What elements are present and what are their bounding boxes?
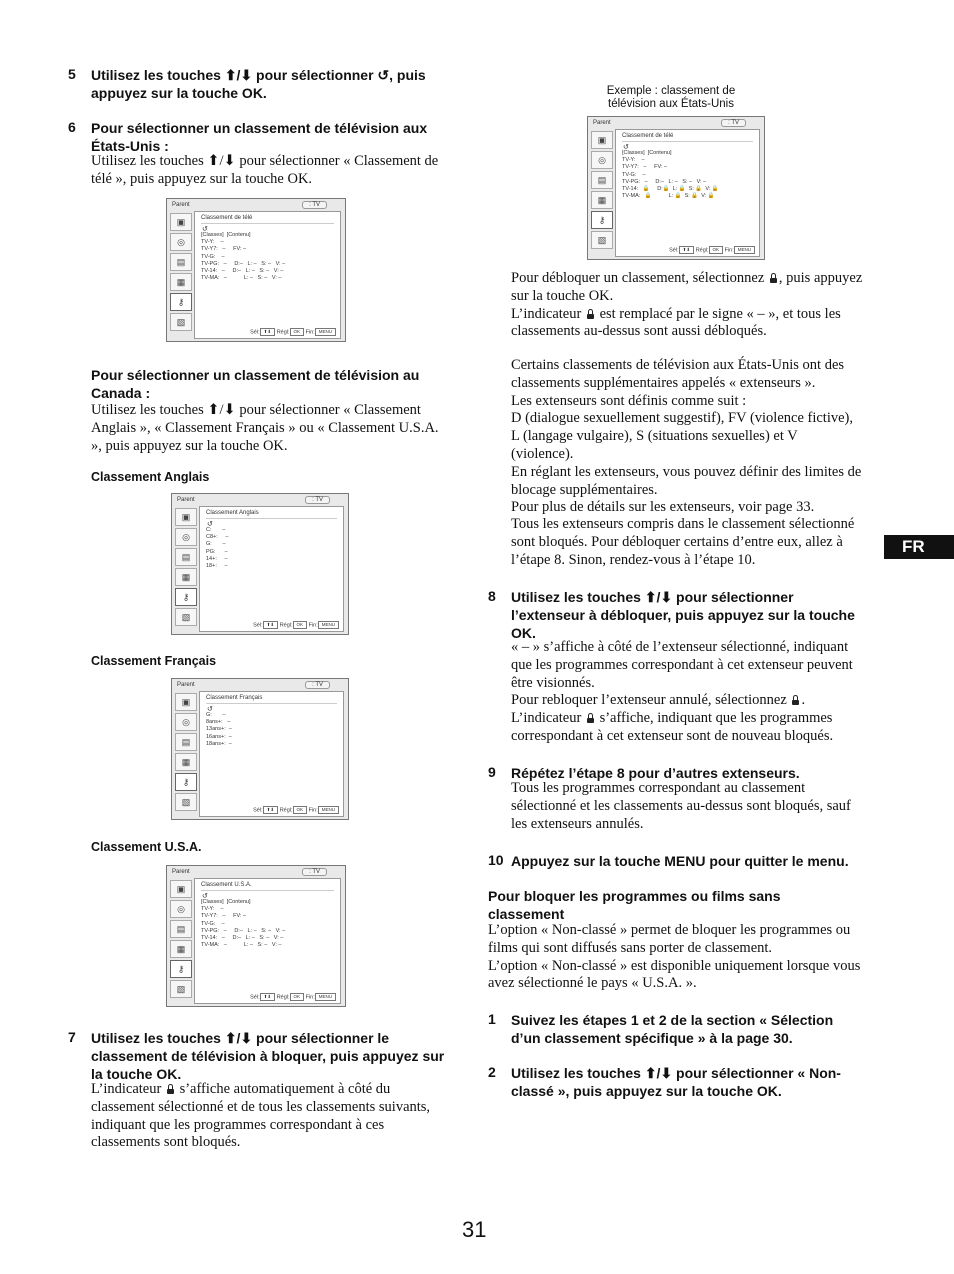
screen-classement-tele bbox=[166, 198, 346, 342]
rating-row: PG: – bbox=[206, 548, 228, 555]
canada-title: Pour sélectionner un classement de télévision au Canada : bbox=[91, 367, 420, 401]
menu-sidebar bbox=[169, 878, 193, 1004]
step-9-title: Répétez l’étape 8 pour d’autres extenseurs. bbox=[511, 765, 800, 781]
rating-row: [Classes] [Contenu] bbox=[201, 899, 251, 905]
caption-francais: Classement Français bbox=[91, 654, 217, 668]
screen-header-right: : TV bbox=[302, 201, 327, 209]
rating-row: TV-PG: – D:– L: – S: – V: – bbox=[622, 178, 707, 185]
parent-icon: ⚷ bbox=[170, 960, 192, 978]
lock-icon bbox=[791, 695, 800, 705]
picture-icon: ▣ bbox=[175, 508, 197, 526]
substep-1-number: 1 bbox=[488, 1011, 496, 1027]
menu-sidebar bbox=[169, 211, 193, 339]
parent-icon: ⚷ bbox=[591, 211, 613, 229]
step-5-title: Utilisez les touches ⬆/⬇ pour sélectionner ↺, puis appuyez sur la touche OK. bbox=[91, 67, 426, 101]
substep-2-title: Utilisez les touches ⬆/⬇ pour sélectionner « Non-classé », puis appuyez sur la touche OK. bbox=[511, 1065, 841, 1099]
rating-row: TV-14: – D:– L: – S: – V: – bbox=[201, 268, 284, 275]
page-number: 31 bbox=[462, 1217, 487, 1242]
substep-2-number: 2 bbox=[488, 1064, 496, 1080]
step-8-body: « – » s’affiche à côté de l’extenseur sélectionné, indiquant que les programmes correspondant à cet extenseur peuvent être visionnés. Pour rebloquer l’extenseur annulé, sélectionnez . L’indicateur s’affiche, indiquant que les programmes correspondant à cet extenseur sont de nouveau bloqués. bbox=[511, 639, 853, 744]
panel-title: Classement de télé bbox=[201, 215, 253, 221]
rating-row: G: – bbox=[206, 712, 226, 718]
picture-icon: ▣ bbox=[170, 880, 192, 898]
picture-icon: ▣ bbox=[591, 131, 613, 149]
rating-row: 14+: – bbox=[206, 555, 228, 562]
setup-icon: ▧ bbox=[175, 608, 197, 626]
rating-row: TV-Y: – bbox=[201, 906, 224, 913]
rating-row: 16ans+: – bbox=[206, 733, 232, 740]
return-icon: ↺ bbox=[623, 144, 629, 151]
parent-icon: ⚷ bbox=[170, 293, 192, 311]
lock-icon bbox=[166, 1084, 175, 1094]
unlock-paragraph: Pour débloquer un classement, sélectionnez , puis appuyez sur la touche OK. L’indicateur est remplacé par le signe « – », et tous les classements au-dessus sont aussi débloqués. bbox=[511, 270, 863, 340]
picture-icon: ▣ bbox=[170, 213, 192, 231]
language-tab: FR bbox=[884, 535, 954, 559]
setup-icon: ▧ bbox=[170, 313, 192, 331]
screen-classement-usa: Parent : TV ▣ ◎ ▤ ▦ ⚷ ▧ Classement U.S.A. ↺ [Classes] [Contenu] TV-Y: – TV-Y7: – FV: – TV-G: – TV-PG: – D:– L: – S: – V: – TV-14: – D:– L: – S: – V: – TV-MA: – L: – S: – V: – Sél: ⬆⬇ Régl: OK Fin: MENU bbox=[166, 865, 346, 1007]
sound-icon: ◎ bbox=[591, 151, 613, 169]
step-8-number: 8 bbox=[488, 588, 496, 604]
step-7-title: Utilisez les touches ⬆/⬇ pour sélectionner le classement de télévision à bloquer, puis appuyez sur la touche OK. bbox=[91, 1030, 445, 1082]
rating-row: G: – bbox=[206, 541, 226, 548]
rating-row: C8+: – bbox=[206, 534, 229, 541]
example-caption: Exemple : classement de télévision aux États-Unis bbox=[606, 85, 736, 110]
rating-row: TV-G: – bbox=[201, 920, 225, 927]
channel-icon: ▦ bbox=[175, 568, 197, 586]
step-10-number: 10 bbox=[488, 852, 504, 868]
screen-icon: ▤ bbox=[170, 253, 192, 271]
return-icon: ↺ bbox=[202, 226, 208, 233]
rating-rows bbox=[201, 232, 285, 282]
step-6-title: Pour sélectionner un classement de télévision aux États-Unis : bbox=[91, 120, 428, 154]
step-7-body: L’indicateur s’affiche automatiquement à côté du classement sélectionné et de tous les classements suivants, indiquant que les programmes correspondant à ces classements sont bloqués. bbox=[91, 1081, 431, 1151]
return-icon: ↺ bbox=[202, 893, 208, 900]
rating-row: 8ans+: – bbox=[206, 719, 231, 726]
rating-row: 18ans+: – bbox=[206, 740, 232, 747]
rating-row: TV-MA: 🔒 L: 🔒 S: 🔒 V: 🔒 bbox=[622, 193, 715, 200]
return-icon: ↺ bbox=[207, 706, 213, 713]
rating-row: TV-Y: – bbox=[201, 239, 224, 246]
rating-row: [Classes] [Contenu] bbox=[622, 150, 672, 156]
unrated-section-body: L’option « Non-classé » permet de bloquer les programmes ou films qui sont diffusés sans porter de classement. L’option « Non-classé » est disponible uniquement lorsque vous avez sélectionné le pays « U.S.A. ». bbox=[488, 922, 861, 992]
rating-row: 13ans+: – bbox=[206, 726, 232, 733]
screen-icon: ▤ bbox=[175, 733, 197, 751]
step-9-body: Tous les programmes correspondant au classement sélectionné et les classements au-dessus sont bloqués, sauf les extenseurs annulés. bbox=[511, 780, 851, 832]
extenders-blocked-paragraph: Tous les extenseurs compris dans le classement sélectionné sont bloqués. Pour débloquer certains d’entre eux, allez à l’étape 8. Sinon, rendez-vous à l’étape 10. bbox=[511, 516, 855, 568]
step-9-number: 9 bbox=[488, 764, 496, 780]
parent-icon: ⚷ bbox=[175, 588, 197, 606]
setup-icon: ▧ bbox=[175, 793, 197, 811]
screen-icon: ▤ bbox=[170, 920, 192, 938]
extenders-paragraph: Certains classements de télévision aux États-Unis ont des classements supplémentaires appelés « extenseurs ». Les extenseurs sont définis comme suit : D (dialogue sexuellement suggestif), FV (violence fictive), L (langage vulgaire), S (situations sexuelles) et V (violence). En réglant les extenseurs, vous pouvez définir des limites de blocage supplémentaires. Pour plus de détails sur les extenseurs, voir page 33. bbox=[511, 357, 862, 516]
rating-row: TV-Y: – bbox=[622, 157, 645, 164]
screen-classement-francais: Parent : TV ▣ ◎ ▤ ▦ ⚷ ▧ Classement Français ↺ G: – 8ans+: – 13ans+: – 16ans+: – 18ans+: – Sél: ⬆⬇ Régl: OK Fin: MENU bbox=[171, 678, 349, 820]
setup-icon: ▧ bbox=[591, 231, 613, 249]
return-icon: ↺ bbox=[207, 521, 213, 528]
caption-anglais: Classement Anglais bbox=[91, 470, 210, 484]
step-10-title: Appuyez sur la touche MENU pour quitter le menu. bbox=[511, 853, 849, 869]
screen-header-left: Parent bbox=[172, 202, 190, 208]
step-5-number: 5 bbox=[68, 66, 76, 82]
lock-icon bbox=[769, 273, 778, 283]
step-7-number: 7 bbox=[68, 1029, 76, 1045]
parent-icon: ⚷ bbox=[175, 773, 197, 791]
rating-row: TV-Y7: – FV: – bbox=[201, 246, 247, 253]
screen-icon: ▤ bbox=[591, 171, 613, 189]
rating-row: TV-G: – bbox=[201, 253, 225, 260]
rating-row: C: – bbox=[206, 527, 226, 533]
channel-icon: ▦ bbox=[591, 191, 613, 209]
step-6-body: Utilisez les touches ⬆/⬇ pour sélectionner « Classement de télé », puis appuyez sur la touche OK. bbox=[91, 153, 439, 187]
screen-classement-anglais: Parent : TV ▣ ◎ ▤ ▦ ⚷ ▧ Classement Anglais ↺ C: – C8+: – G: – PG: – 14+: – 18+: – Sél: ⬆⬇ Régl: OK Fin: MENU bbox=[171, 493, 349, 635]
screen-footer: Sél: ⬆⬇ Régl: OK Fin: MENU bbox=[250, 328, 336, 336]
step-8-title: Utilisez les touches ⬆/⬇ pour sélectionner l’extenseur à débloquer, puis appuyez sur la touche OK. bbox=[511, 589, 855, 641]
rating-row: [Classes] [Contenu] bbox=[201, 232, 251, 238]
step-6-number: 6 bbox=[68, 119, 76, 135]
setup-icon: ▧ bbox=[170, 980, 192, 998]
sound-icon: ◎ bbox=[170, 233, 192, 251]
rating-row: TV-PG: – D:– L: – S: – V: – bbox=[201, 927, 286, 934]
lock-icon bbox=[586, 713, 595, 723]
screen-icon: ▤ bbox=[175, 548, 197, 566]
rating-row: TV-14: – D:– L: – S: – V: – bbox=[201, 935, 284, 942]
menu-sidebar bbox=[174, 691, 198, 817]
picture-icon: ▣ bbox=[175, 693, 197, 711]
menu-sidebar bbox=[590, 129, 614, 257]
rating-row: TV-G: – bbox=[622, 171, 646, 178]
substep-1-title: Suivez les étapes 1 et 2 de la section « Sélection d’un classement spécifique » à la page 30. bbox=[511, 1012, 834, 1046]
rating-row: TV-Y7: – FV: – bbox=[201, 913, 247, 920]
channel-icon: ▦ bbox=[175, 753, 197, 771]
menu-sidebar bbox=[174, 506, 198, 632]
rating-row: TV-MA: – L: – S: – V: – bbox=[201, 275, 282, 282]
channel-icon: ▦ bbox=[170, 273, 192, 291]
channel-icon: ▦ bbox=[170, 940, 192, 958]
unrated-section-title: Pour bloquer les programmes ou films sans classement bbox=[488, 888, 781, 922]
canada-body: Utilisez les touches ⬆/⬇ pour sélectionner « Classement Anglais », « Classement Français » ou « Classement U.S.A. », puis appuyez sur la touche OK. bbox=[91, 402, 439, 454]
menu-panel bbox=[194, 211, 341, 339]
caption-usa: Classement U.S.A. bbox=[91, 840, 202, 854]
rating-row: TV-14: 🔒 D:🔒 L: 🔒 S: 🔒 V: 🔒 bbox=[622, 186, 719, 193]
screen-example-usa: Parent : TV ▣ ◎ ▤ ▦ ⚷ ▧ Classement de télé ↺ [Classes] [Contenu] TV-Y: – TV-Y7: – FV: – TV-G: – TV-PG: – D:– L: – S: – V: – TV-14: 🔒 D:🔒 L: 🔒 S: 🔒 V: 🔒 TV-MA: 🔒 L: 🔒 S: 🔒 V: 🔒 Sél: ⬆⬇ Régl: OK Fin: MENU bbox=[587, 116, 765, 260]
rating-row: TV-MA: – L: – S: – V: – bbox=[201, 942, 282, 949]
rating-row: TV-Y7: – FV: – bbox=[622, 164, 668, 171]
sound-icon: ◎ bbox=[170, 900, 192, 918]
sound-icon: ◎ bbox=[175, 713, 197, 731]
rating-row: TV-PG: – D:– L: – S: – V: – bbox=[201, 260, 286, 267]
sound-icon: ◎ bbox=[175, 528, 197, 546]
rating-row: 18+: – bbox=[206, 563, 228, 570]
lock-icon bbox=[586, 309, 595, 319]
